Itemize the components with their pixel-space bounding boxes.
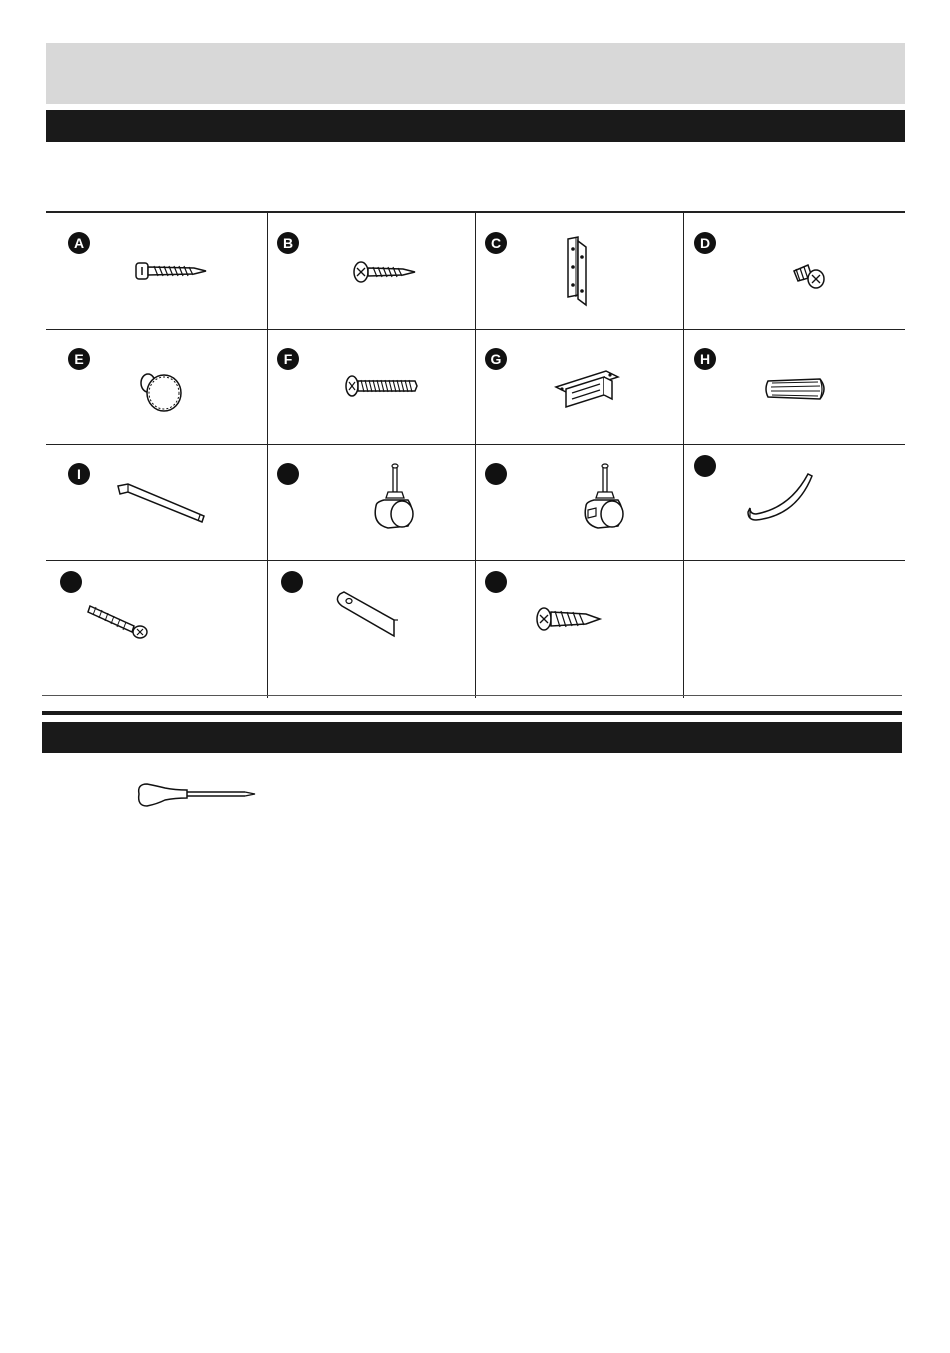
part-cell-i: [46, 444, 268, 560]
magnetic-catch-icon: [552, 361, 622, 413]
part-badge-strap: [694, 455, 716, 477]
part-badge-f: F: [277, 348, 299, 370]
part-badge-d: D: [694, 232, 716, 254]
tools-section-rule: [42, 711, 902, 715]
header-banner: [46, 43, 905, 104]
countersunk-screw-icon: [351, 259, 417, 285]
part-badge-wall-plug: [60, 571, 82, 593]
allen-key-icon: [114, 480, 210, 526]
part-cell-h: [684, 329, 905, 444]
part-cell-strap: [684, 444, 905, 560]
part-badge-e: E: [68, 348, 90, 370]
part-cell-c: [476, 213, 684, 329]
hinge-icon: [564, 235, 604, 307]
knob-icon: [136, 363, 186, 415]
parts-grid: [46, 211, 905, 698]
phillips-screwdriver-icon: [135, 780, 259, 810]
parts-row-4: [46, 560, 905, 698]
part-badge-braked-castor: [485, 463, 507, 485]
part-badge-castor: [277, 463, 299, 485]
parts-row-3: [46, 444, 905, 561]
part-badge-self-tapping: [485, 571, 507, 593]
part-badge-a: A: [68, 232, 90, 254]
part-cell-f: [268, 329, 476, 444]
part-cell-empty: [684, 560, 905, 698]
part-cell-wall-plug: [46, 560, 268, 698]
wood-screw-icon: [132, 259, 208, 283]
part-badge-i: I: [68, 463, 90, 485]
part-badge-bracket: [281, 571, 303, 593]
part-badge-h: H: [694, 348, 716, 370]
part-cell-a: [46, 213, 268, 329]
parts-row-2: [46, 329, 905, 445]
castor-wheel-icon: [366, 462, 422, 534]
part-cell-e: [46, 329, 268, 444]
self-tapping-screw-icon: [534, 604, 604, 634]
part-cell-braked-castor: [476, 444, 684, 560]
parts-section-bar: [46, 110, 905, 142]
wooden-dowel-icon: [762, 373, 830, 405]
part-cell-castor: [268, 444, 476, 560]
part-cell-bracket: [268, 560, 476, 698]
parts-grid-bottom-rule: [42, 695, 902, 696]
parts-row-1: [46, 213, 905, 330]
braked-castor-wheel-icon: [576, 462, 632, 534]
tools-section-bar: [42, 722, 902, 753]
part-cell-g: [476, 329, 684, 444]
long-screw-icon: [343, 373, 419, 399]
part-badge-g: G: [485, 348, 507, 370]
part-cell-self-tapping: [476, 560, 684, 698]
wall-bracket-icon: [332, 586, 404, 642]
part-badge-b: B: [277, 232, 299, 254]
part-badge-c: C: [485, 232, 507, 254]
wall-plug-icon: [86, 598, 150, 640]
part-cell-d: [684, 213, 905, 329]
part-cell-b: [268, 213, 476, 329]
short-screw-icon: [790, 259, 830, 291]
curved-strap-icon: [746, 468, 818, 524]
